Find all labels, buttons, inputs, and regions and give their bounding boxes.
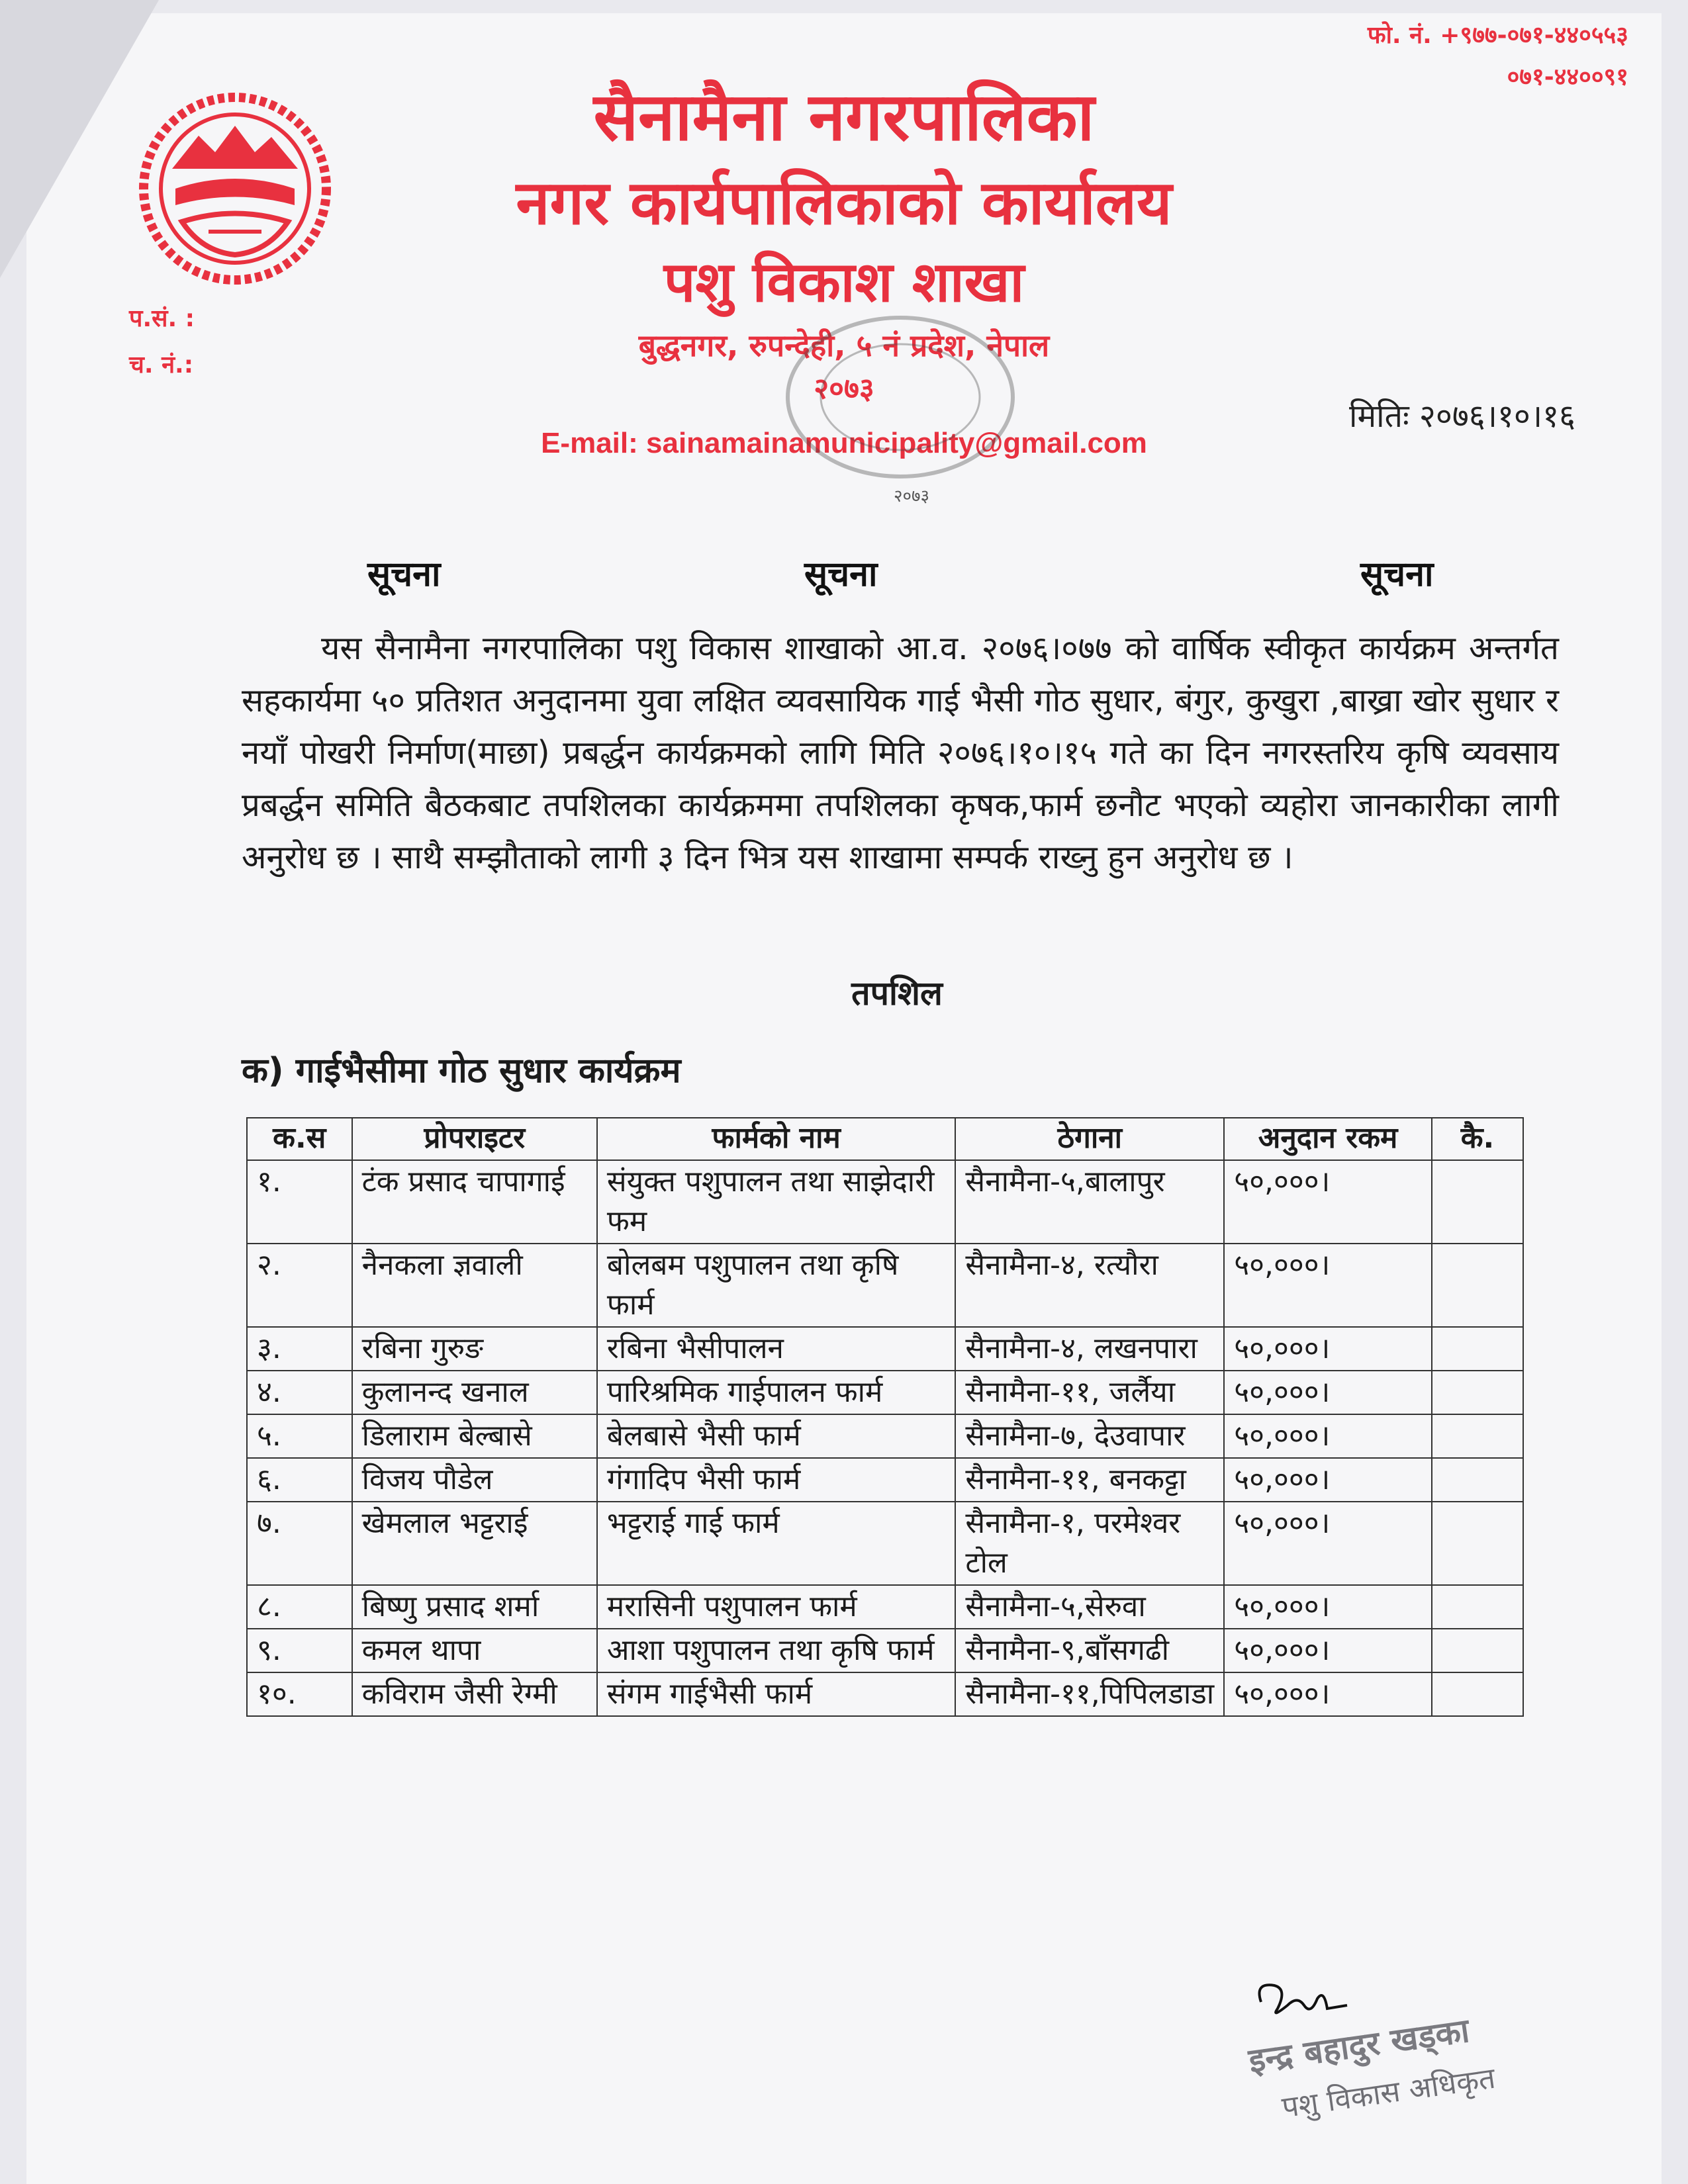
table-header-row: [247, 1118, 1523, 1160]
cell-serial: ६.: [247, 1458, 352, 1502]
cell-remarks: [1432, 1327, 1523, 1371]
cell-farm-name: रबिना भैसीपालन: [597, 1327, 955, 1371]
signatory-title: पशु विकास अधिकृत: [1280, 2061, 1497, 2125]
cell-remarks: [1432, 1244, 1523, 1327]
table-row: [247, 1327, 1523, 1371]
cell-grant-amount: ५०,०००।: [1224, 1244, 1432, 1327]
column-header-grant-amount: अनुदान रकम: [1224, 1118, 1432, 1160]
notice-heading-left: सूचना: [367, 555, 441, 594]
established-year: २०७३: [814, 372, 874, 406]
table-row: [247, 1502, 1523, 1585]
cell-farm-name: गंगादिप भैसी फार्म: [597, 1458, 955, 1502]
cell-grant-amount: ५०,०००।: [1224, 1160, 1432, 1244]
signature-icon: [1248, 1969, 1354, 2028]
notice-heading-right: सूचना: [1360, 555, 1434, 594]
cell-serial: १.: [247, 1160, 352, 1244]
cell-proprietor: कुलानन्द खनाल: [352, 1371, 597, 1414]
cell-farm-name: संयुक्त पशुपालन तथा साझेदारी फम: [597, 1160, 955, 1244]
table-row: [247, 1414, 1523, 1458]
cell-remarks: [1432, 1458, 1523, 1502]
cell-farm-name: मरासिनी पशुपालन फार्म: [597, 1585, 955, 1629]
cell-remarks: [1432, 1160, 1523, 1244]
notice-body: यस सैनामैना नगरपालिका पशु विकास शाखाको आ.व. २०७६।०७७ को वार्षिक स्वीकृत कार्यक्रम अन्तर्गत सहकार्यमा ५० प्रतिशत अनुदानमा युवा लक्षित व्यवसायिक गाई भैसी गोठ सुधार, बंगुर, कुखुरा ,बाख्रा खोर सुधार र नयाँ पोखरी निर्माण(माछा) प्रबर्द्धन कार्यक्रमको लागि मिति २०७६।१०।१५ गते का दिन नगरस्तरिय कृषि व्यवसाय प्रबर्द्धन समिति बैठकबाट तपशिलका कार्यक्रममा तपशिलका कृषक,फार्म छनौट भएको व्यहोरा जानकारीका लागी अनुरोध छ । साथै सम्झौताको लागी ३ दिन भित्र यस शाखामा सम्पर्क राख्नु हुन अनुरोध छ ।: [242, 629, 1559, 876]
table-row: [247, 1371, 1523, 1414]
cell-serial: ५.: [247, 1414, 352, 1458]
cell-address: सैनामैना-११, जर्लैया: [955, 1371, 1224, 1414]
cell-serial: ८.: [247, 1585, 352, 1629]
section-heading: क) गाईभैसीमा गोठ सुधार कार्यक्रम: [242, 1051, 681, 1091]
cell-remarks: [1432, 1672, 1523, 1716]
cell-address: सैनामैना-९,बाँसगढी: [955, 1629, 1224, 1672]
dispatch-number-label: च. नं.:: [129, 351, 194, 379]
cell-remarks: [1432, 1371, 1523, 1414]
cell-serial: ९.: [247, 1629, 352, 1672]
cell-farm-name: संगम गाईभैसी फार्म: [597, 1672, 955, 1716]
cell-farm-name: आशा पशुपालन तथा कृषि फार्म: [597, 1629, 955, 1672]
cell-proprietor: रबिना गुरुङ: [352, 1327, 597, 1371]
cell-serial: १०.: [247, 1672, 352, 1716]
cell-address: सैनामैना-१, परमेश्वर टोल: [955, 1502, 1224, 1585]
table-row: [247, 1672, 1523, 1716]
column-header-farm-name: फार्मको नाम: [597, 1118, 955, 1160]
cell-proprietor: नैनकला ज्ञवाली: [352, 1244, 597, 1327]
cell-serial: २.: [247, 1244, 352, 1327]
cell-grant-amount: ५०,०००।: [1224, 1414, 1432, 1458]
cell-grant-amount: ५०,०००।: [1224, 1371, 1432, 1414]
notice-date: मितिः २०७६।१०।१६: [1349, 398, 1575, 435]
table-row: [247, 1244, 1523, 1327]
cell-serial: ४.: [247, 1371, 352, 1414]
cell-address: सैनामैना-४, रत्यौरा: [955, 1244, 1224, 1327]
cell-proprietor: कविराम जैसी रेग्मी: [352, 1672, 597, 1716]
table-row: [247, 1160, 1523, 1244]
office-stamp-icon: [781, 311, 1019, 483]
municipality-name: सैनामैना नगरपालिका: [593, 78, 1095, 156]
cell-address: सैनामैना-११, बनकट्टा: [955, 1458, 1224, 1502]
column-header-remarks: कै.: [1432, 1118, 1523, 1160]
cell-address: सैनामैना-५,सेरुवा: [955, 1585, 1224, 1629]
office-email: E-mail: sainamainamunicipality@gmail.com: [541, 427, 1147, 459]
cell-proprietor: कमल थापा: [352, 1629, 597, 1672]
column-header-serial: क.स: [247, 1118, 352, 1160]
cell-farm-name: भट्टराई गाई फार्म: [597, 1502, 955, 1585]
table-row: [247, 1458, 1523, 1502]
column-header-address: ठेगाना: [955, 1118, 1224, 1160]
cell-address: सैनामैना-७, देउवापार: [955, 1414, 1224, 1458]
cell-grant-amount: ५०,०००।: [1224, 1502, 1432, 1585]
cell-proprietor: डिलाराम बेल्बासे: [352, 1414, 597, 1458]
notice-heading-center: सूचना: [804, 555, 878, 594]
cell-serial: ३.: [247, 1327, 352, 1371]
cell-grant-amount: ५०,०००।: [1224, 1629, 1432, 1672]
stamp-year: २०७३: [894, 486, 930, 506]
phone-number-2: ०७१-४४००९१: [1507, 64, 1628, 91]
beneficiary-table: [246, 1117, 1524, 1717]
office-address: बुद्धनगर, रुपन्देही, ५ नं प्रदेश, नेपाल: [638, 328, 1050, 363]
phone-number-1: फो. नं. +९७७-०७१-४४०५५३: [1367, 22, 1628, 49]
cell-remarks: [1432, 1502, 1523, 1585]
cell-remarks: [1432, 1585, 1523, 1629]
cell-farm-name: पारिश्रमिक गाईपालन फार्म: [597, 1371, 955, 1414]
cell-grant-amount: ५०,०००।: [1224, 1458, 1432, 1502]
cell-farm-name: बोलबम पशुपालन तथा कृषि फार्म: [597, 1244, 955, 1327]
cell-remarks: [1432, 1629, 1523, 1672]
cell-remarks: [1432, 1414, 1523, 1458]
signatory-name: इन्द्र बहादुर खड्का: [1246, 2011, 1472, 2081]
cell-grant-amount: ५०,०००।: [1224, 1585, 1432, 1629]
office-name: नगर कार्यपालिकाको कार्यालय: [516, 167, 1172, 238]
table-row: [247, 1629, 1523, 1672]
schedule-heading: तपशिल: [851, 974, 943, 1013]
cell-serial: ७.: [247, 1502, 352, 1585]
cell-grant-amount: ५०,०००।: [1224, 1327, 1432, 1371]
cell-proprietor: विजय पौडेल: [352, 1458, 597, 1502]
cell-proprietor: खेमलाल भट्टराई: [352, 1502, 597, 1585]
cell-grant-amount: ५०,०००।: [1224, 1672, 1432, 1716]
cell-farm-name: बेलबासे भैसी फार्म: [597, 1414, 955, 1458]
reference-number-label: प.सं. :: [129, 305, 195, 332]
cell-address: सैनामैना-४, लखनपारा: [955, 1327, 1224, 1371]
cell-proprietor: बिष्णु प्रसाद शर्मा: [352, 1585, 597, 1629]
column-header-proprietor: प्रोपराइटर: [352, 1118, 597, 1160]
cell-address: सैनामैना-११,पिपिलडाडा: [955, 1672, 1224, 1716]
branch-name: पशु विकाश शाखा: [663, 250, 1025, 314]
cell-address: सैनामैना-५,बालापुर: [955, 1160, 1224, 1244]
table-row: [247, 1585, 1523, 1629]
cell-proprietor: टंक प्रसाद चापागाई: [352, 1160, 597, 1244]
